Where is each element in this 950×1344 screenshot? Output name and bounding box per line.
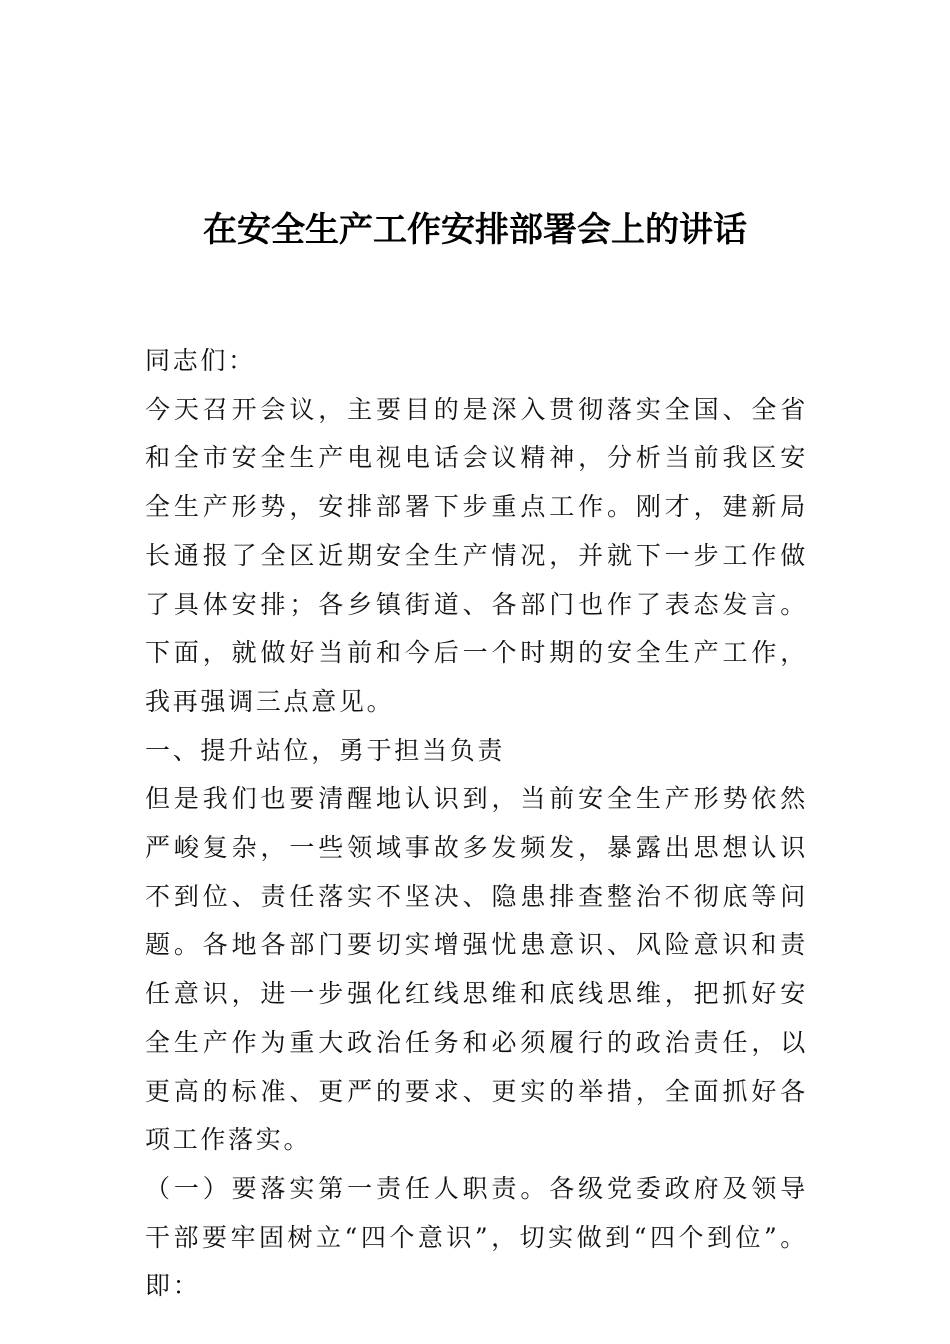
section-paragraph: 但是我们也要清醒地认识到，当前安全生产形势依然严峻复杂，一些领域事故多发频发，暴露出思想认识不到位、责任落实不坚决、隐患排查整治不彻底等问题。各地各部门要切实增强忧患意识、风险意识和责任意识，进一步强化红线思维和底线思维，把抓好安全生产作为重大政治任务和必须履行的政治责任，以更高的标准、更严的要求、更实的举措，全面抓好各项工作落实。 (145, 784, 808, 1155)
subsection-paragraph: （一）要落实第一责任人职责。各级党委政府及领导干部要牢固树立“四个意识”，切实做到“四个到位”。即： (145, 1173, 808, 1301)
intro-paragraph: 今天召开会议，主要目的是深入贯彻落实全国、全省和全市安全生产电视电话会议精神，分析当前我区安全生产形势，安排部署下步重点工作。刚才，建新局长通报了全区近期安全生产情况，并就下一步工作做了具体安排；各乡镇街道、各部门也作了表态发言。下面，就做好当前和今后一个时期的安全生产工作，我再强调三点意见。 (145, 394, 808, 716)
section-heading: 一、提升站位，勇于担当负责 (145, 735, 506, 765)
document-title: 在安全生产工作安排部署会上的讲话 (203, 210, 747, 250)
document-body (145, 337, 808, 1311)
salutation: 同志们： (145, 346, 256, 375)
